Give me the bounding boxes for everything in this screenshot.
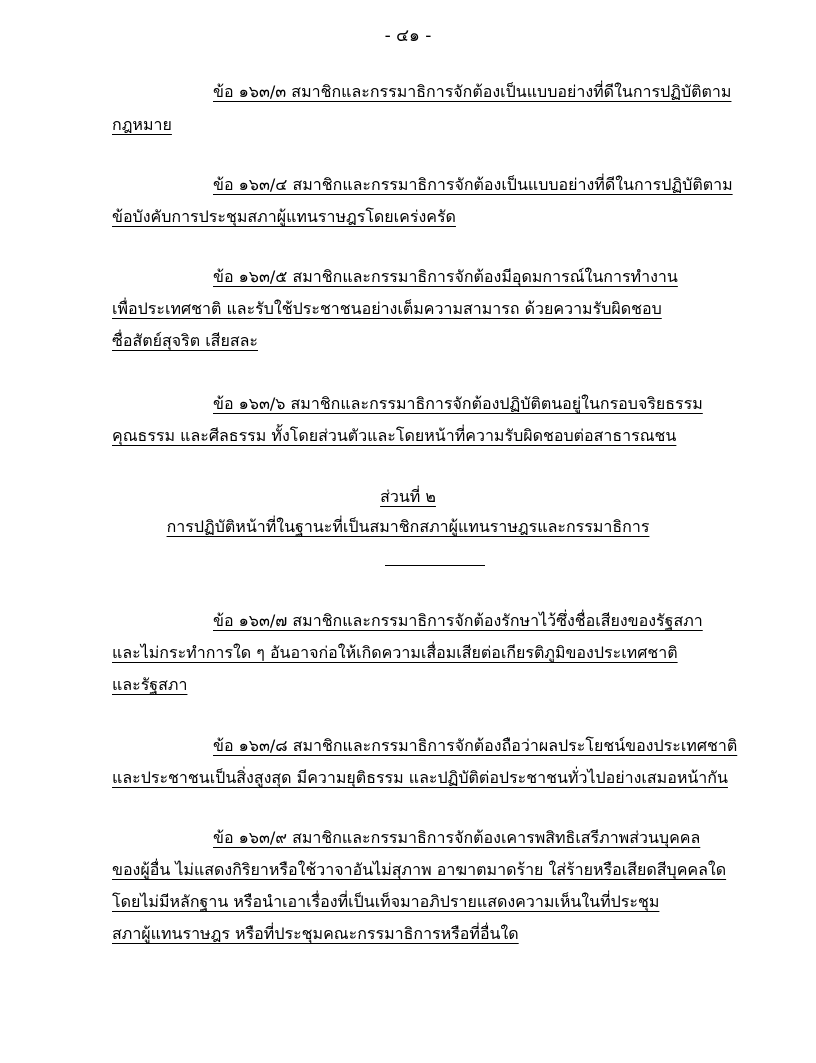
clause-163-3-line-2: กฎหมาย	[112, 115, 172, 134]
clause-163-7-line-2: และไม่กระทำการใด ๆ อันอาจก่อให้เกิดความเสื่อมเสียต่อเกียรติภูมิของประเทศชาติ	[112, 643, 678, 662]
clause-163-5-line-2: เพื่อประเทศชาติ และรับใช้ประชาชนอย่างเต็มความสามารถ ด้วยความรับผิดชอบ	[112, 299, 662, 318]
section-title: การปฏิบัติหน้าที่ในฐานะที่เป็นสมาชิกสภาผู้แทนราษฎรและกรรมาธิการ	[166, 517, 650, 536]
clause-163-4-line-2: ข้อบังคับการประชุมสภาผู้แทนราษฎรโดยเคร่งครัด	[112, 207, 456, 226]
clause-163-8-line-2: และประชาชนเป็นสิ่งสูงสุด มีความยุติธรรม และปฏิบัติต่อประชาชนทั่วไปอย่างเสมอหน้ากัน	[112, 768, 728, 787]
clause-163-5-line-1: ข้อ ๑๖๓/๕ สมาชิกและกรรมาธิการจักต้องมีอุดมการณ์ในการทำงาน	[213, 267, 678, 286]
clause-163-6-line-1: ข้อ ๑๖๓/๖ สมาชิกและกรรมาธิการจักต้องปฏิบัติตนอยู่ในกรอบจริยธรรม	[213, 394, 703, 413]
clause-163-5-line-3: ซื่อสัตย์สุจริต เสียสละ	[112, 331, 258, 350]
clause-163-9-line-3: โดยไม่มีหลักฐาน หรือนำเอาเรื่องที่เป็นเท็จมาอภิปรายแสดงความเห็นในที่ประชุม	[112, 892, 660, 911]
section-number: ส่วนที่ ๒	[380, 487, 436, 506]
clause-163-8-line-1: ข้อ ๑๖๓/๘ สมาชิกและกรรมาธิการจักต้องถือว่าผลประโยชน์ของประเทศชาติ	[213, 736, 738, 755]
clause-163-7-line-1: ข้อ ๑๖๓/๗ สมาชิกและกรรมาธิการจักต้องรักษาไว้ซึ่งชื่อเสียงของรัฐสภา	[213, 611, 703, 630]
clause-163-7-line-3: และรัฐสภา	[112, 675, 188, 694]
clause-163-9-line-4: สภาผู้แทนราษฎร หรือที่ประชุมคณะกรรมาธิการหรือที่อื่นใด	[112, 924, 519, 943]
page-number: - ๔๑ -	[384, 26, 432, 46]
section-divider	[385, 565, 485, 566]
clause-163-3-line-1: ข้อ ๑๖๓/๓ สมาชิกและกรรมาธิการจักต้องเป็นแบบอย่างที่ดีในการปฏิบัติตาม	[213, 82, 732, 101]
clause-163-6-line-2: คุณธรรม และศีลธรรม ทั้งโดยส่วนตัวและโดยหน้าที่ความรับผิดชอบต่อสาธารณชน	[112, 426, 677, 445]
clause-163-4-line-1: ข้อ ๑๖๓/๔ สมาชิกและกรรมาธิการจักต้องเป็นแบบอย่างที่ดีในการปฏิบัติตาม	[213, 175, 733, 194]
clause-163-9-line-1: ข้อ ๑๖๓/๙ สมาชิกและกรรมาธิการจักต้องเคารพสิทธิเสรีภาพส่วนบุคคล	[213, 828, 701, 847]
clause-163-9-line-2: ของผู้อื่น ไม่แสดงกิริยาหรือใช้วาจาอันไม่สุภาพ อาฆาตมาดร้าย ใส่ร้ายหรือเสียดสีบุคคลใด	[112, 860, 727, 879]
